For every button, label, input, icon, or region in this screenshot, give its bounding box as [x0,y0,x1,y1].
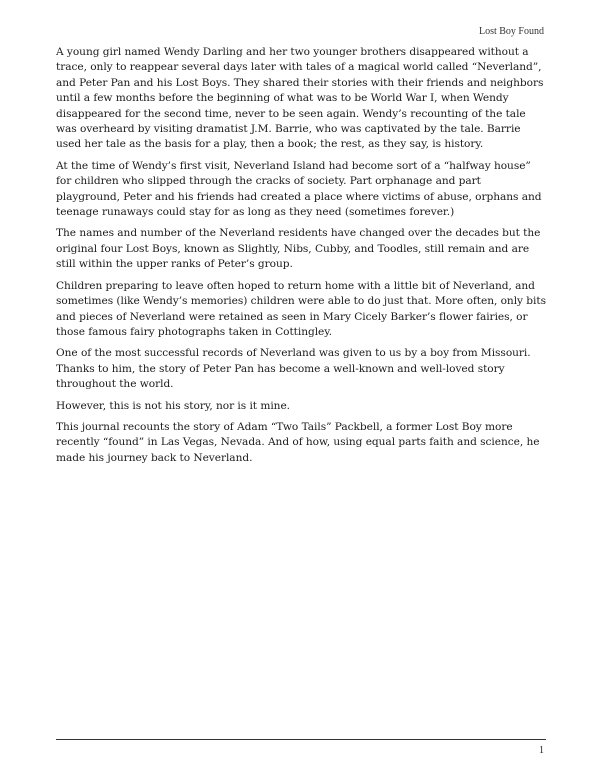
page-number: 1 [539,745,544,756]
paragraph: Children preparing to leave often hoped to return home with a little bit of Neverland, and sometimes (like Wendy’s memories) children were able to do just that. More often, only bits and pieces of Neverland were retained as seen in Mary Cicely Barker’s flower fairies, or those famous fairy photographs taken in Cottingley. [56,279,546,338]
footer-rule [56,739,546,740]
body-text [56,45,546,472]
paragraph: A young girl named Wendy Darling and her two younger brothers disappeared without a trace, only to reappear several days later with tales of a magical world called “Neverland”, and Peter Pan and his Lost Boys. They shared their stories with their friends and neighbors until a few months before the beginning of what was to be World War I, when Wendy disappeared for the second time, never to be seen again. Wendy’s recounting of the tale was overheard by visiting dramatist J.M. Barrie, who was captivated by the tale. Barrie used her tale as the basis for a play, then a book; the rest, as they say, is history. [56,46,544,151]
paragraph: The names and number of the Neverland residents have changed over the decades but the original four Lost Boys, known as Slightly, Nibs, Cubby, and Toodles, still remain and are still within the upper ranks of Peter’s group. [56,227,541,271]
paragraph: However, this is not his story, nor is it mine. [56,399,290,412]
paragraph: This journal recounts the story of Adam “Two Tails” Packbell, a former Lost Boy more recently “found” in Las Vegas, Nevada. And of how, using equal parts faith and science, he made his journey back to Neverland. [56,420,540,464]
paragraph: One of the most successful records of Neverland was given to us by a boy from Missouri. Thanks to him, the story of Peter Pan has become a well-known and well-loved story throughout the world. [56,347,531,391]
running-header: Lost Boy Found [478,26,544,37]
paragraph: At the time of Wendy’s first visit, Neverland Island had become sort of a “halfway house” for children who slipped through the cracks of society. Part orphanage and part playground, Peter and his friends had created a place where victims of abuse, orphans and teenage runaways could stay for as long as they need (sometimes forever.) [56,159,542,219]
